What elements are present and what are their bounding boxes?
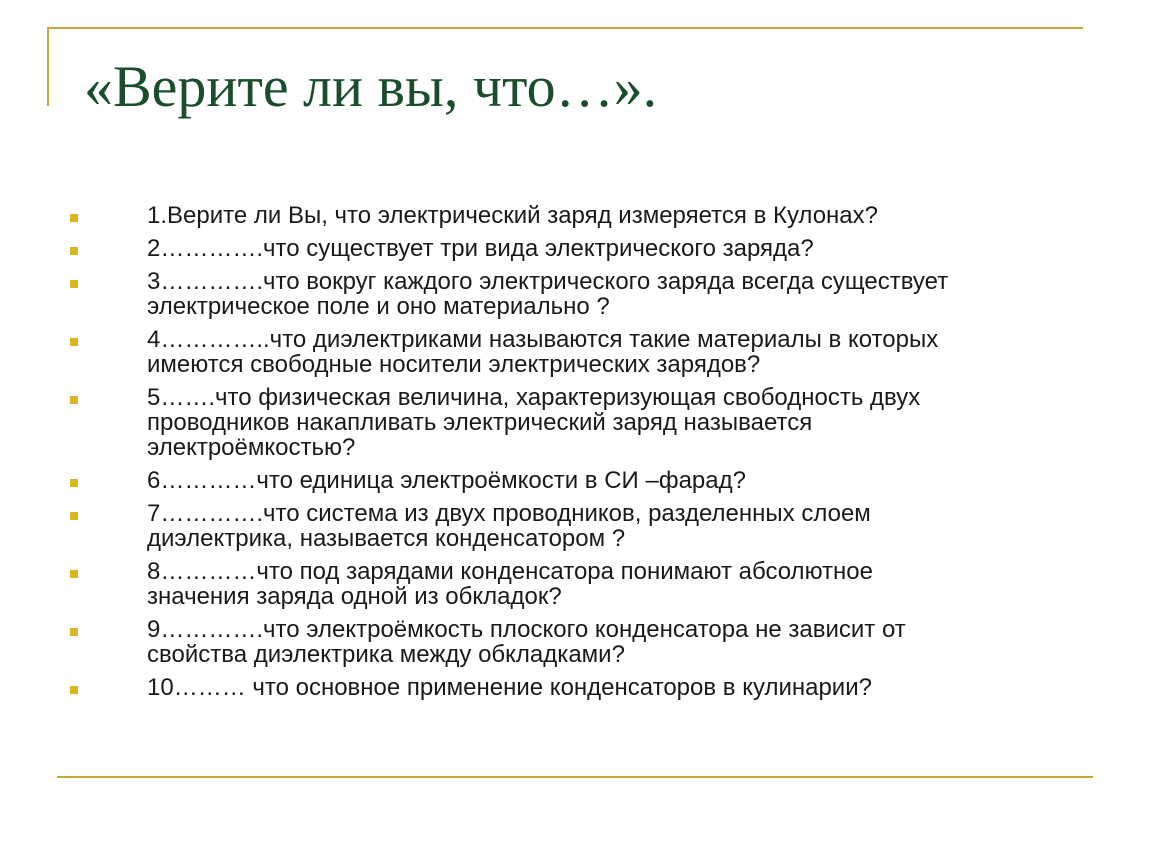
- frame-left-line: [47, 27, 49, 106]
- square-bullet-icon: [70, 628, 78, 636]
- list-item: [0, 675, 1077, 700]
- square-bullet-icon: [70, 396, 78, 404]
- square-bullet-icon: [70, 280, 78, 288]
- list-item: [0, 617, 1077, 667]
- list-item-text: 9………….что электроёмкость плоского конденсатора не зависит от свойства диэлектрика между обкладками?: [147, 616, 906, 668]
- list-item: [0, 501, 1077, 551]
- square-bullet-icon: [70, 686, 78, 694]
- list-item: [0, 559, 1077, 609]
- list-item: [0, 203, 1077, 228]
- list-item-text: 1.Верите ли Вы, что электрический заряд измеряется в Кулонах?: [147, 202, 879, 229]
- square-bullet-icon: [70, 479, 78, 487]
- list-item: [0, 269, 1077, 319]
- list-item-text: 6…………что единица электроёмкости в СИ –фарад?: [147, 467, 746, 494]
- list-item: [0, 468, 1077, 493]
- list-item-text: 7………….что система из двух проводников, разделенных слоем диэлектрика, называется конденсатором ?: [147, 500, 871, 552]
- square-bullet-icon: [70, 338, 78, 346]
- list-item-text: 8…………что под зарядами конденсатора понимают абсолютное значения заряда одной из обкладок?: [147, 558, 873, 610]
- square-bullet-icon: [70, 570, 78, 578]
- list-item: [0, 385, 1077, 460]
- square-bullet-icon: [70, 512, 78, 520]
- list-item-text: 4…………..что диэлектриками называются такие материалы в которых имеются свободные носители электрических зарядов?: [147, 326, 939, 378]
- square-bullet-icon: [70, 214, 78, 222]
- slide-title: «Верите ли вы, что…».: [84, 54, 658, 119]
- list-item: [0, 236, 1077, 261]
- list-item: [0, 327, 1077, 377]
- list-item-text: 10……… что основное применение конденсаторов в кулинарии?: [147, 674, 872, 701]
- list-item-text: 2………….что существует три вида электрического заряда?: [147, 235, 814, 262]
- list-item-text: 5…….что физическая величина, характеризующая свободность двух проводников накапливать электрический заряд называется электроёмкостью?: [147, 384, 921, 461]
- frame-bottom-line: [57, 776, 1093, 778]
- frame-top-line: [47, 27, 1083, 29]
- square-bullet-icon: [70, 247, 78, 255]
- list-item-text: 3………….что вокруг каждого электрического заряда всегда существует электрическое поле и оно материально ?: [147, 268, 949, 320]
- question-list: [0, 203, 1150, 708]
